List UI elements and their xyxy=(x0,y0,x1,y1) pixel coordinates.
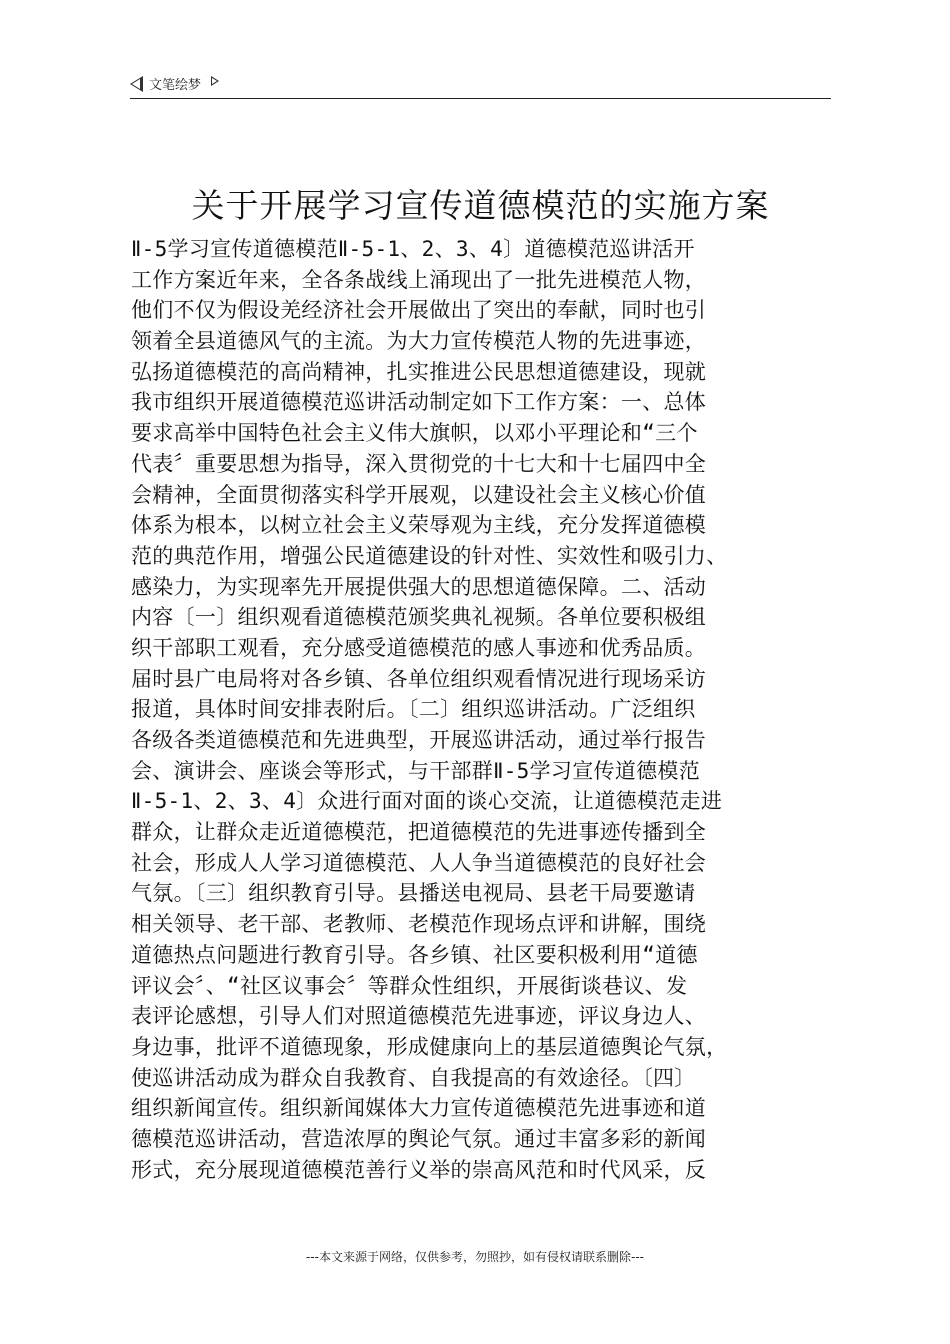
body-line: 范的典范作用，增强公民道德建设的针对性、实效性和吸引力、 xyxy=(131,543,728,568)
body-line: 代表〞重要思想为指导，深入贯彻党的十七大和十七届四中全 xyxy=(131,451,707,476)
triangle-right-icon xyxy=(211,76,219,86)
body-line: 群众，让群众走近道德模范，把道德模范的先进事迹传播到全 xyxy=(131,820,707,845)
body-line: 评议会〞、“社区议事会〞等群众性组织，开展街谈巷议、发 xyxy=(131,973,688,998)
body-line: 领着全县道德风气的主流。为大力宣传模范人物的先进事迹， xyxy=(131,329,707,354)
body-line: 相关领导、老干部、老教师、老模范作现场点评和讲解，围绕 xyxy=(131,912,707,937)
body-line: 体系为根本，以树立社会主义荣辱观为主线，充分发挥道德模 xyxy=(131,513,707,538)
body-line: 社会，形成人人学习道德模范、人人争当道德模范的良好社会 xyxy=(131,850,707,875)
body-line: 气氛。〔三〕组织教育引导。县播送电视局、县老干局要邀请 xyxy=(131,881,696,906)
body-line: 弘扬道德模范的高尚精神，扎实推进公民思想道德建设，现就 xyxy=(131,359,707,384)
page-footer-disclaimer: ---本文来源于网络，仅供参考，勿照抄，如有侵权请联系删除--- xyxy=(306,1250,644,1264)
body-line: Ⅱ-5-1、2、3、4〕众进行面对面的谈心交流，让道德模范走进 xyxy=(131,789,723,814)
document-title: 关于开展学习宣传道德模范的实施方案 xyxy=(191,186,770,225)
body-line: Ⅱ-5学习宣传道德模范Ⅱ-5-1、2、3、4〕道德模范巡讲活开 xyxy=(131,237,695,261)
body-line: 会、演讲会、座谈会等形式，与干部群Ⅱ-5学习宣传道德模范 xyxy=(131,758,701,783)
body-line: 德模范巡讲活动，营造浓厚的舆论气氛。通过丰富多彩的新闻 xyxy=(131,1126,707,1151)
page-header xyxy=(130,72,831,99)
body-line: 报道，具体时间安排表附后。〔二〕组织巡讲活动。广泛组织 xyxy=(131,697,696,722)
body-line: 组织新闻宣传。组织新闻媒体大力宣传道德模范先进事迹和道 xyxy=(131,1096,707,1121)
triangle-left-icon xyxy=(130,76,143,92)
body-line: 各级各类道德模范和先进典型，开展巡讲活动，通过举行报告 xyxy=(131,728,707,752)
body-line: 会精神，全面贯彻落实科学开展观，以建设社会主义核心价值 xyxy=(131,482,707,507)
body-line: 表评论感想，引导人们对照道德模范先进事迹，评议身边人、 xyxy=(131,1004,707,1029)
brand-label: 文笔绘梦 xyxy=(149,78,202,93)
body-line: 形式，充分展现道德模范善行义举的崇高风范和时代风采，反 xyxy=(131,1157,707,1182)
body-line: 感染力，为实现率先开展提供强大的思想道德保障。二、活动 xyxy=(131,574,707,599)
body-line: 使巡讲活动成为群众自我教育、自我提高的有效途径。〔四〕 xyxy=(131,1065,696,1090)
header-brand xyxy=(130,74,219,93)
body-line: 他们不仅为假设羌经济社会开展做出了突出的奉献，同时也引 xyxy=(131,298,707,323)
body-line: 织干部职工观看，充分感受道德模范的感人事迹和优秀品质。 xyxy=(131,635,707,660)
document-body xyxy=(131,234,831,1185)
body-line: 工作方案近年来，全各条战线上涌现出了一批先进模范人物， xyxy=(131,267,707,292)
body-line: 要求高举中国特色社会主义伟大旗帜，以邓小平理论和“三个 xyxy=(131,421,698,446)
body-line: 身边事，批评不道德现象，形成健康向上的基层道德舆论气氛， xyxy=(131,1034,728,1059)
body-line: 道德热点问题进行教育引导。各乡镇、社区要积极利用“道德 xyxy=(131,942,698,967)
body-line: 我市组织开展道德模范巡讲活动制定如下工作方案：一、总体 xyxy=(131,390,707,415)
body-line: 届时县广电局将对各乡镇、各单位组织观看情况进行现场采访 xyxy=(131,666,707,691)
body-line: 内容〔一〕组织观看道德模范颁奖典礼视频。各单位要积极组 xyxy=(131,605,707,630)
